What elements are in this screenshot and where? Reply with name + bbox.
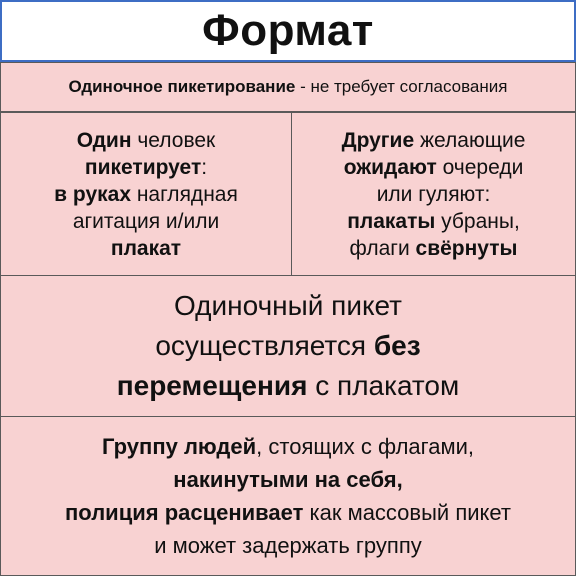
group-line-2 [173,463,402,496]
slide-title [0,0,576,62]
single-picket-rule [0,62,576,112]
others-strong-1: Другие [341,128,415,152]
others-line-3: или гуляют: [376,182,491,206]
one-person-line-4: агитация и/или [72,209,220,233]
single-picket-rule-text [69,77,508,97]
one-person-cell [0,112,292,276]
others-strong-4: плакаты [347,209,436,233]
one-person-text-1: человек [131,128,216,152]
group-line-4: и может задержать группу [154,533,422,558]
no-movement-line-2 [155,326,420,366]
group-line-1 [102,430,474,463]
no-movement-strong-2: без [373,330,421,361]
others-text-4: убраны, [435,209,520,233]
group-strong-2: накинутыми на себя, [173,467,403,492]
no-movement-text-2: осуществляется [155,330,374,361]
no-movement-rule [0,275,576,417]
group-flags-warning [0,416,576,576]
no-movement-text-3: с плакатом [307,370,460,401]
others-text-1: желающие [414,128,526,152]
one-person-line-3 [54,181,238,208]
others-cell [291,112,576,276]
one-person-strong-5: плакат [110,236,182,260]
one-person-strong-3: в руках [54,182,131,206]
no-movement-strong-3: перемещения [116,370,308,401]
group-strong-1: Группу людей [102,434,257,459]
one-person-line-1 [77,127,215,154]
slide-title-text: Формат [202,6,374,55]
no-movement-line-3 [117,366,460,406]
others-strong-5: свёрнуты [415,236,518,260]
others-text-2: очереди [436,155,524,179]
others-line-5 [350,235,518,262]
others-text-5: флаги [349,236,416,260]
others-line-1 [342,127,526,154]
group-strong-3: полиция расценивает [65,500,304,525]
others-strong-2: ожидают [343,155,437,179]
one-person-text-3: наглядная [131,182,238,206]
single-picket-label: Одиночное пикетирование [68,77,296,96]
group-text-1: , стоящих с флагами, [256,434,474,459]
group-line-3 [65,496,511,529]
one-person-strong-2: пикетирует [84,155,202,179]
one-person-strong-1: Один [76,128,132,152]
others-line-2 [344,154,524,181]
single-picket-note: - не требует согласования [295,77,508,96]
one-person-line-5 [111,235,181,262]
group-text-3: как массовый пикет [303,500,511,525]
one-person-line-2 [85,154,207,181]
one-person-text-2: : [201,155,208,179]
no-movement-line-1: Одиночный пикет [174,290,402,321]
others-line-4 [347,208,520,235]
